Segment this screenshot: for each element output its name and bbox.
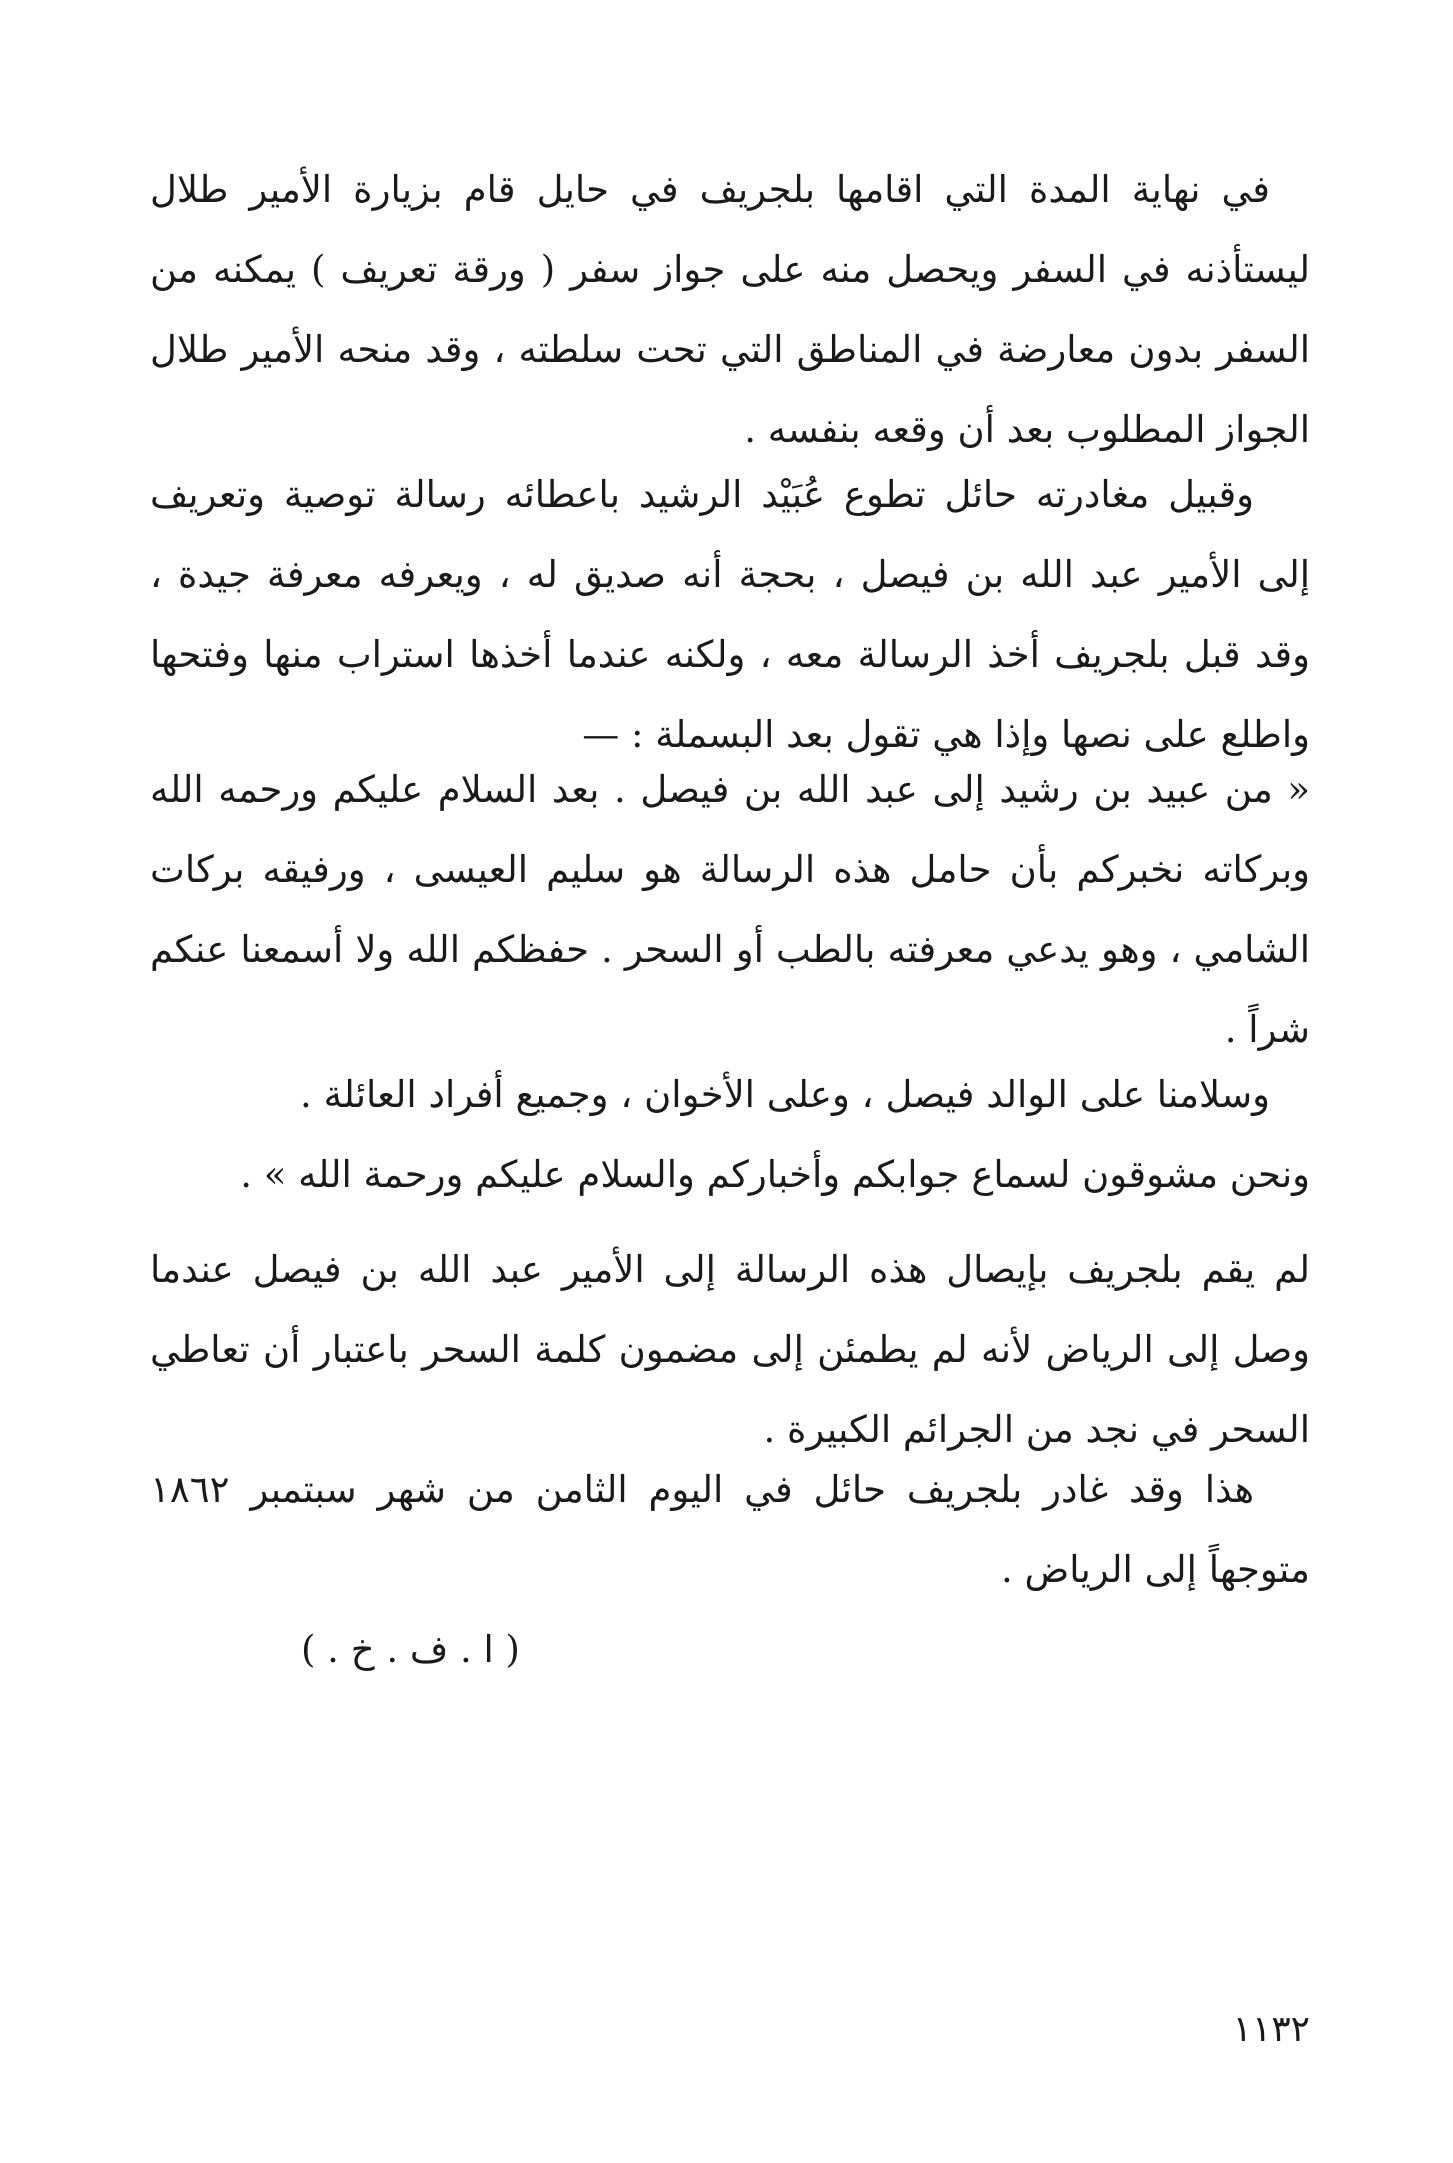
text-line: وقد قبل بلجريف أخذ الرسالة معه ، ولكنه عندما أخذها استراب منها وفتحها xyxy=(150,633,1310,676)
paragraph-1 xyxy=(150,150,1310,470)
text-line: الشامي ، وهو يدعي معرفته بالطب أو السحر . حفظكم الله ولا أسمعنا عنكم xyxy=(150,928,1310,971)
text-line: شراً . xyxy=(1224,1008,1310,1051)
text-line: هذا وقد غادر بلجريف حائل في اليوم الثامن من شهر سبتمبر ١٨٦٢ xyxy=(150,1468,1254,1511)
text-line: « من عبيد بن رشيد إلى عبد الله بن فيصل . بعد السلام عليكم ورحمه الله xyxy=(150,768,1310,811)
text-line: متوجهاً إلى الرياض . xyxy=(1000,1548,1310,1591)
text-line: الجواز المطلوب بعد أن وقعه بنفسه . xyxy=(744,408,1310,451)
paragraph-2 xyxy=(150,455,1310,775)
paragraph-5 xyxy=(150,1230,1310,1470)
text-line: وصل إلى الرياض لأنه لم يطمئن إلى مضمون كلمة السحر باعتبار أن تعاطي xyxy=(150,1328,1310,1371)
text-line: السفر بدون معارضة في المناطق التي تحت سلطته ، وقد منحه الأمير طلال xyxy=(150,328,1310,371)
quoted-letter xyxy=(150,750,1310,1070)
text-line: ليستأذنه في السفر ويحصل منه على جواز سفر ( ورقة تعريف ) يمكنه من xyxy=(150,248,1310,291)
text-line: ونحن مشوقون لسماع جوابكم وأخباركم والسلام عليكم ورحمة الله » . xyxy=(240,1153,1310,1196)
text-line: السحر في نجد من الجرائم الكبيرة . xyxy=(763,1408,1310,1451)
text-line: لم يقم بلجريف بإيصال هذه الرسالة إلى الأمير عبد الله بن فيصل عندما xyxy=(150,1248,1310,1291)
text-line: في نهاية المدة التي اقامها بلجريف في حايل قام بزيارة الأمير طلال xyxy=(150,168,1270,211)
quoted-letter-closing xyxy=(150,1055,1310,1215)
text-line: وقبيل مغادرته حائل تطوع عُبَيْد الرشيد باعطائه رسالة توصية وتعريف xyxy=(150,473,1254,516)
text-line: وسلامنا على الوالد فيصل ، وعلى الأخوان ، وجميع أفراد العائلة . xyxy=(300,1073,1270,1116)
author-initials: ( ا . ف . خ . ) xyxy=(300,1628,520,1671)
text-line: وبركاته نخبركم بأن حامل هذه الرسالة هو سليم العيسى ، ورفيقه بركات xyxy=(150,848,1310,891)
text-line: إلى الأمير عبد الله بن فيصل ، بحجة أنه صديق له ، ويعرفه معرفة جيدة ، xyxy=(150,553,1310,596)
page-number: ١١٣٢ xyxy=(1232,2009,1310,2050)
text-line: واطلع على نصها وإذا هي تقول بعد البسملة : — xyxy=(582,713,1310,756)
paragraph-6 xyxy=(150,1450,1310,1610)
document-page xyxy=(150,150,1310,2110)
